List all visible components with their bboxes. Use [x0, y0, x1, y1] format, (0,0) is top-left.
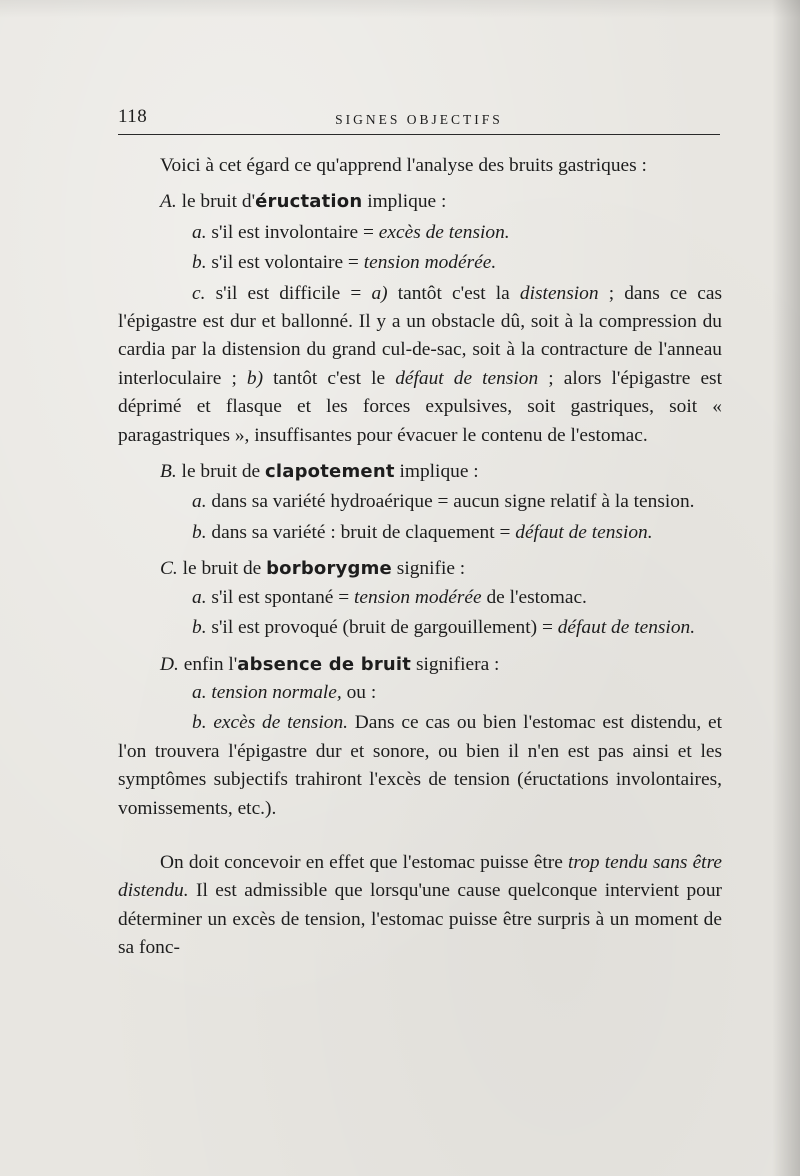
section-c-item-a	[118, 584, 722, 612]
section-a-item-a	[118, 219, 722, 247]
section-d-item-a	[118, 679, 722, 707]
section-d-item-a-tail: ou :	[341, 681, 377, 703]
section-d-keyword: absence de bruit	[237, 653, 412, 675]
section-a-item-a-text: s'il est involontaire =	[206, 221, 379, 243]
running-title: SIGNES OBJECTIFS	[335, 112, 503, 127]
closing-t1: On doit concevoir en effet que l'estomac puisse être	[160, 851, 568, 873]
section-a-item-c-i4: défaut de tension	[395, 367, 539, 389]
section-a-item-c-t2: tantôt c'est la	[387, 282, 520, 304]
section-c-lead: le bruit de	[177, 558, 267, 580]
section-d-tail: signifiera :	[411, 653, 500, 675]
intro-text: Voici à cet égard ce qu'apprend l'analyse des bruits gastriques :	[160, 155, 647, 176]
section-c-item-b-text: s'il est provoqué (bruit de gargouillement) =	[206, 617, 558, 639]
section-a-lead: le bruit d'	[181, 191, 256, 213]
page-shadow-gutter	[772, 0, 800, 1176]
section-b-letter: B.	[160, 461, 177, 483]
section-a-item-c-i3: b)	[246, 367, 264, 389]
section-a-item-b-italic: tension modérée.	[363, 252, 497, 274]
section-a-item-c-t1: s'il est difficile =	[205, 282, 372, 304]
page-number: 118	[118, 106, 148, 127]
section-d-item-b-letter: b.	[192, 712, 207, 734]
page-body	[118, 152, 722, 963]
section-a-item-b-letter: b.	[192, 252, 207, 274]
section-b-lead: le bruit de	[176, 461, 266, 483]
section-c-item-a-italic: tension modérée	[354, 586, 482, 608]
section-a-heading	[118, 188, 722, 216]
section-b-heading	[118, 458, 722, 486]
section-a-item-c-t4: tantôt c'est le	[263, 367, 396, 389]
section-b-tail: implique :	[394, 461, 479, 483]
section-d-item-b-italic: excès de tension.	[206, 712, 348, 734]
section-a-item-c-i1: a)	[371, 282, 388, 304]
section-a-item-a-letter: a.	[192, 221, 207, 243]
section-d-heading	[118, 651, 722, 679]
section-c-item-b	[118, 614, 722, 642]
section-b-item-b	[118, 519, 722, 547]
section-b-item-b-italic: défaut de tension.	[515, 521, 653, 543]
section-d-item-a-italic: tension normale,	[206, 681, 342, 703]
section-a-item-a-italic: excès de tension.	[378, 221, 510, 243]
section-c-tail: signifie :	[391, 558, 466, 580]
section-c-item-b-italic: défaut de tension.	[557, 617, 696, 639]
section-c-heading	[118, 555, 722, 583]
section-d-letter: D.	[160, 653, 179, 675]
section-a-item-c-letter: c.	[192, 282, 206, 304]
section-a-tail: implique :	[362, 191, 447, 213]
section-b-item-a	[118, 488, 722, 516]
closing-paragraph	[118, 849, 722, 963]
section-a-keyword: éructation	[255, 191, 363, 213]
section-a-item-c-t3: ; dans ce cas l'épigastre est dur et ballonné. Il y a un obstacle dû, soit à la compression du cardia par la distension du grand cul-de-sac, soit à la contracture de l'anneau interloculaire ;	[118, 282, 723, 389]
closing-i1: trop tendu sans être distendu.	[118, 851, 722, 902]
section-b-item-b-letter: b.	[192, 521, 207, 543]
section-b-keyword: clapotement	[265, 461, 395, 483]
section-d-lead: enfin l'	[178, 653, 238, 675]
section-b-item-a-text: dans sa variété hydroaérique = aucun signe relatif à la tension.	[206, 491, 695, 513]
section-a-item-b	[118, 249, 722, 277]
section-a-letter: A.	[160, 191, 177, 213]
section-d-item-b	[118, 709, 722, 823]
section-b-item-a-letter: a.	[192, 491, 207, 513]
page-header	[118, 104, 720, 134]
section-a-item-c-i2: distension	[519, 282, 599, 304]
section-c-item-b-letter: b.	[192, 617, 207, 639]
section-a-item-b-text: s'il est volontaire =	[206, 252, 364, 274]
section-c-item-a-letter: a.	[192, 586, 207, 608]
page-shadow-top	[0, 0, 800, 18]
section-c-item-a-text: s'il est spontané =	[206, 586, 355, 608]
section-a-item-c-t5: ; alors l'épigastre est déprimé et flasque et les forces expulsives, soit gastriques, soit « paragastriques », insuffisantes pour évacuer le contenu de l'estomac.	[118, 367, 722, 446]
section-b-item-b-text: dans sa variété : bruit de claquement =	[206, 521, 516, 543]
intro-paragraph	[118, 152, 722, 180]
section-a-item-c	[118, 280, 722, 450]
section-c-letter: C.	[160, 558, 178, 580]
closing-t2: Il est admissible que lorsqu'une cause quelconque intervient pour déterminer un excès de tension, l'estomac puisse être surpris à un moment de sa fonc-	[118, 880, 722, 959]
section-c-keyword: borborygme	[266, 558, 392, 580]
header-rule	[118, 134, 720, 135]
section-d-item-b-text: Dans ce cas ou bien l'estomac est distendu, et l'on trouvera l'épigastre dur et sonore, ou bien il n'en est pas ainsi et les symptômes subjectifs trahiront l'excès de tension (éructations involontaires, vomissements, etc.).	[118, 712, 722, 819]
section-d-item-a-letter: a.	[192, 681, 207, 703]
section-c-item-a-tail: de l'estomac.	[481, 586, 587, 608]
